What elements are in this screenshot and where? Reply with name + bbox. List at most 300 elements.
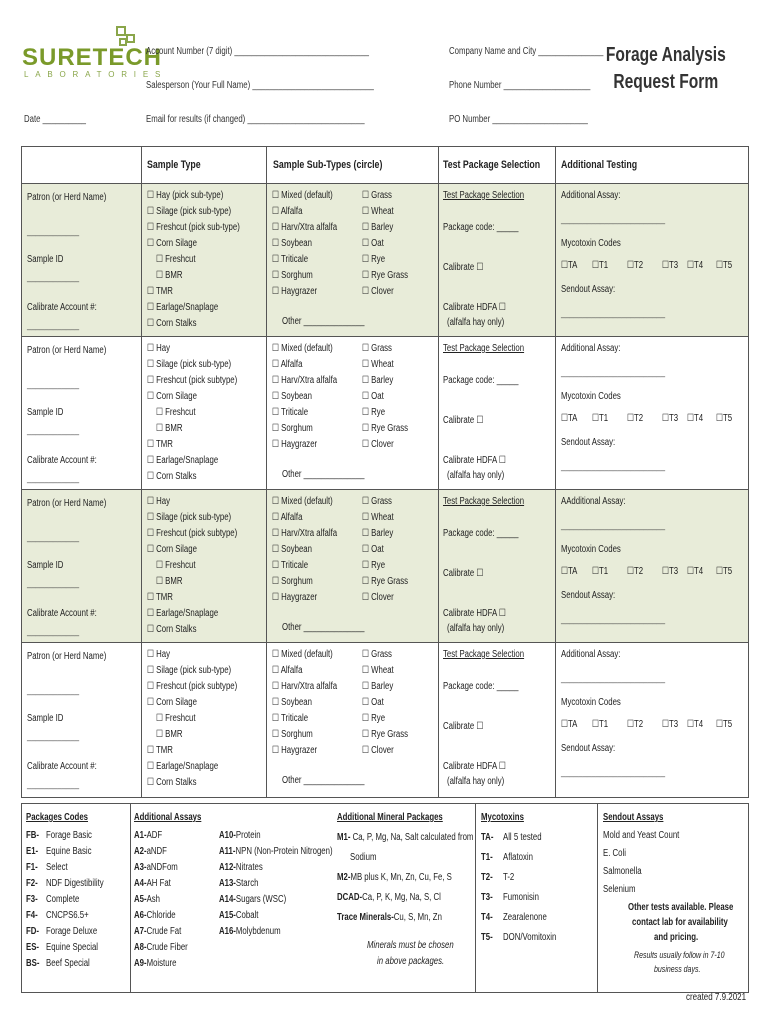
sample-row xyxy=(22,489,748,643)
package-name: Forage Deluxe xyxy=(46,926,98,937)
package-code-field[interactable]: Package code: _____ xyxy=(443,222,519,233)
calibrate-account-label: Calibrate Account #: xyxy=(27,455,97,466)
mycotoxin-code: T3- xyxy=(481,892,493,903)
other-subtype-field[interactable]: Other ______________ xyxy=(282,469,365,480)
mycotoxin-code: T2- xyxy=(481,872,493,883)
title-line-2: Request Form xyxy=(613,71,719,93)
patron-label: Patron (or Herd Name) xyxy=(27,651,107,662)
sample-type-checkbox[interactable]: ☐ BMR xyxy=(156,270,183,281)
mycotoxin-codes-label: Mycotoxin Codes xyxy=(561,391,621,402)
mycotoxin-checkbox[interactable]: ☐T1 xyxy=(592,260,609,271)
subtype-checkbox[interactable]: ☐ Alfalfa xyxy=(272,359,303,370)
sample-type-checkbox[interactable]: ☐ Freshcut xyxy=(156,407,196,418)
sample-type-checkbox[interactable]: ☐ Silage (pick sub-type) xyxy=(147,206,232,217)
additional-assay-label: Additional Assay: xyxy=(561,190,621,201)
calibrate-checkbox[interactable]: Calibrate ☐ xyxy=(443,721,484,732)
calibrate-account-blank[interactable]: ____________ xyxy=(27,626,80,637)
sample-type-checkbox[interactable]: ☐ TMR xyxy=(147,439,173,450)
subtype-checkbox[interactable]: ☐ Sorghum xyxy=(272,729,313,740)
subtype-checkbox[interactable]: ☐ Harv/Xtra alfalfa xyxy=(272,222,338,233)
test-package-link[interactable]: Test Package Selection xyxy=(443,343,525,354)
subtype-checkbox[interactable]: ☐ Mixed (default) xyxy=(272,190,333,201)
col-divider xyxy=(438,184,439,337)
mineral-m1 xyxy=(337,830,473,846)
package-code: ES- xyxy=(26,942,40,953)
mycotoxin-checkbox[interactable]: ☐T2 xyxy=(627,719,644,730)
legend-divider xyxy=(130,804,131,992)
mineral-code: DCAD- xyxy=(337,892,363,903)
subtype-checkbox[interactable]: ☐ Oat xyxy=(362,238,384,249)
sendout-assay-blank[interactable]: ________________________ xyxy=(561,461,666,472)
package-code: F4- xyxy=(26,910,38,921)
patron-label: Patron (or Herd Name) xyxy=(27,192,107,203)
subtype-checkbox[interactable]: ☐ Rye Grass xyxy=(362,729,409,740)
test-package-link[interactable]: Test Package Selection xyxy=(443,190,525,201)
calibrate-checkbox[interactable]: Calibrate ☐ xyxy=(443,262,484,273)
mycotoxin-checkbox[interactable]: ☐T4 xyxy=(687,566,704,577)
additional-assay-label: Additional Assay: xyxy=(561,343,621,354)
assay-code: A11- xyxy=(219,846,236,857)
mineral-dcad xyxy=(337,890,441,906)
mycotoxin-checkbox[interactable]: ☐T2 xyxy=(627,260,644,271)
package-code: FB- xyxy=(26,830,40,841)
subtype-checkbox[interactable]: ☐ Alfalfa xyxy=(272,665,303,676)
additional-assay-blank[interactable]: ________________________ xyxy=(561,214,666,225)
subtype-checkbox[interactable]: ☐ Harv/Xtra alfalfa xyxy=(272,375,338,386)
subtype-checkbox[interactable]: ☐ Clover xyxy=(362,745,394,756)
mineral-code: M2- xyxy=(337,872,351,883)
assay-name: Nitrates xyxy=(235,862,263,873)
sample-type-checkbox[interactable]: ☐ Freshcut (pick subtype) xyxy=(147,375,238,386)
mycotoxin-checkbox[interactable]: ☐TA xyxy=(561,413,578,424)
assay-item xyxy=(134,892,160,908)
other-tests-note: contact lab for availability xyxy=(632,917,728,928)
additional-assay-blank[interactable]: ________________________ xyxy=(561,367,666,378)
sample-type-checkbox[interactable]: ☐ Earlage/Snaplage xyxy=(147,608,219,619)
calibrate-account-label: Calibrate Account #: xyxy=(27,761,97,772)
col-divider xyxy=(555,184,556,337)
sendout-item: Salmonella xyxy=(603,866,642,877)
subtype-checkbox[interactable]: ☐ Triticale xyxy=(272,254,309,265)
col-divider xyxy=(438,643,439,796)
sample-id-label: Sample ID xyxy=(27,560,64,571)
assay-item xyxy=(219,892,286,908)
other-tests-note: and pricing. xyxy=(654,932,699,943)
alfalfa-only-note: (alfalfa hay only) xyxy=(447,623,505,634)
package-code-field[interactable]: Package code: _____ xyxy=(443,528,519,539)
sample-type-checkbox[interactable]: ☐ Hay xyxy=(147,649,171,660)
subtype-checkbox[interactable]: ☐ Rye xyxy=(362,407,386,418)
sample-type-checkbox[interactable]: ☐ Corn Silage xyxy=(147,238,197,249)
sample-type-checkbox[interactable]: ☐ Corn Stalks xyxy=(147,624,197,635)
assay-name: Sugars (WSC) xyxy=(235,894,287,905)
mycotoxin-checkbox[interactable]: ☐T5 xyxy=(716,719,733,730)
col-divider xyxy=(141,184,142,337)
assay-name: aNDFom xyxy=(146,862,178,873)
sample-id-blank[interactable]: ____________ xyxy=(27,731,80,742)
title-line-1: Forage Analysis xyxy=(606,44,726,66)
subtype-checkbox[interactable]: ☐ Barley xyxy=(362,528,394,539)
other-subtype-field[interactable]: Other ______________ xyxy=(282,622,365,633)
test-package-link[interactable]: Test Package Selection xyxy=(443,649,525,660)
assay-name: Cobalt xyxy=(235,910,259,921)
col-header-additional: Additional Testing xyxy=(561,159,638,171)
subtype-checkbox[interactable]: ☐ Rye Grass xyxy=(362,423,409,434)
mycotoxin-name: Fumonisin xyxy=(503,892,539,903)
col-divider xyxy=(266,490,267,643)
subtype-checkbox[interactable]: ☐ Rye xyxy=(362,560,386,571)
sample-type-checkbox[interactable]: ☐ Corn Stalks xyxy=(147,318,197,329)
mineral-trace xyxy=(337,910,442,926)
assay-item xyxy=(219,860,263,876)
subtype-checkbox[interactable]: ☐ Clover xyxy=(362,286,394,297)
form-title xyxy=(606,42,726,96)
calibrate-hdfa-checkbox[interactable]: Calibrate HDFA ☐ xyxy=(443,761,506,772)
sample-id-blank[interactable]: ____________ xyxy=(27,272,80,283)
assay-item xyxy=(219,844,333,860)
sample-type-checkbox[interactable]: ☐ TMR xyxy=(147,592,173,603)
sendout-assay-blank[interactable]: ________________________ xyxy=(561,614,666,625)
subtype-checkbox[interactable]: ☐ Wheat xyxy=(362,512,394,523)
sample-type-checkbox[interactable]: ☐ TMR xyxy=(147,745,173,756)
mycotoxin-name: Zearalenone xyxy=(503,912,547,923)
mycotoxin-checkbox[interactable]: ☐T3 xyxy=(662,260,679,271)
package-code-field[interactable]: Package code: _____ xyxy=(443,375,519,386)
subtype-checkbox[interactable]: ☐ Barley xyxy=(362,681,394,692)
calibrate-account-label: Calibrate Account #: xyxy=(27,302,97,313)
sample-type-checkbox[interactable]: ☐ BMR xyxy=(156,576,183,587)
col-divider xyxy=(266,337,267,490)
col-header-test-package: Test Package Selection xyxy=(443,159,541,171)
mycotoxin-checkbox[interactable]: ☐T1 xyxy=(592,413,609,424)
sendout-item: Mold and Yeast Count xyxy=(603,830,680,841)
col-divider xyxy=(555,643,556,796)
calibrate-account-blank[interactable]: ____________ xyxy=(27,320,80,331)
col-divider xyxy=(266,184,267,337)
calibrate-checkbox[interactable]: Calibrate ☐ xyxy=(443,568,484,579)
sample-type-checkbox[interactable]: ☐ Hay xyxy=(147,496,171,507)
sample-type-checkbox[interactable]: ☐ TMR xyxy=(147,286,173,297)
subtype-checkbox[interactable]: ☐ Grass xyxy=(362,496,392,507)
calibrate-hdfa-checkbox[interactable]: Calibrate HDFA ☐ xyxy=(443,608,506,619)
subtype-checkbox[interactable]: ☐ Haygrazer xyxy=(272,745,318,756)
sample-row xyxy=(22,336,748,490)
subtype-checkbox[interactable]: ☐ Wheat xyxy=(362,665,394,676)
mycotoxin-codes-label: Mycotoxin Codes xyxy=(561,544,621,555)
mycotoxin-checkbox[interactable]: ☐T1 xyxy=(592,566,609,577)
legend-divider xyxy=(475,804,476,992)
col-divider xyxy=(438,337,439,490)
salesperson-field[interactable]: Salesperson (Your Full Name) ____________________________ xyxy=(146,80,374,91)
mineral-desc: Cu, S, Mn, Zn xyxy=(393,912,442,923)
subtype-checkbox[interactable]: ☐ Clover xyxy=(362,592,394,603)
subtype-checkbox[interactable]: ☐ Haygrazer xyxy=(272,439,318,450)
patron-blank[interactable]: ____________ xyxy=(27,532,80,543)
col-divider xyxy=(438,490,439,643)
sample-type-checkbox[interactable]: ☐ Silage (pick sub-type) xyxy=(147,665,232,676)
alfalfa-only-note: (alfalfa hay only) xyxy=(447,776,505,787)
sample-id-label: Sample ID xyxy=(27,407,64,418)
sample-row xyxy=(22,183,748,337)
packages-title: Packages Codes xyxy=(26,812,89,823)
created-date: created 7.9.2021 xyxy=(685,992,746,1003)
sendout-assay-label: Sendout Assay: xyxy=(561,437,616,448)
mycotoxins-title: Mycotoxins xyxy=(481,812,524,823)
sample-type-checkbox[interactable]: ☐ Freshcut (pick sub-type) xyxy=(147,222,240,233)
col-divider xyxy=(266,643,267,796)
mycotoxin-checkbox[interactable]: ☐TA xyxy=(561,260,578,271)
mineral-m1-cont: Sodium xyxy=(350,852,377,863)
mycotoxin-codes-label: Mycotoxin Codes xyxy=(561,238,621,249)
mycotoxin-checkbox[interactable]: ☐T2 xyxy=(627,413,644,424)
assay-name: Molybdenum xyxy=(235,926,281,937)
mycotoxin-checkbox[interactable]: ☐T5 xyxy=(716,413,733,424)
subtype-checkbox[interactable]: ☐ Soybean xyxy=(272,391,312,402)
sample-type-checkbox[interactable]: ☐ Freshcut (pick subtype) xyxy=(147,681,238,692)
mycotoxin-checkbox[interactable]: ☐T4 xyxy=(687,260,704,271)
subtype-checkbox[interactable]: ☐ Haygrazer xyxy=(272,592,318,603)
mycotoxin-name: DON/Vomitoxin xyxy=(503,932,557,943)
subtype-checkbox[interactable]: ☐ Haygrazer xyxy=(272,286,318,297)
assay-name: Chloride xyxy=(146,910,176,921)
mineral-code: M1- xyxy=(337,832,351,843)
mycotoxin-checkbox[interactable]: ☐T3 xyxy=(662,413,679,424)
sample-type-checkbox[interactable]: ☐ Earlage/Snaplage xyxy=(147,302,219,313)
mycotoxin-checkbox[interactable]: ☐T3 xyxy=(662,719,679,730)
package-code: E1- xyxy=(26,846,39,857)
subtype-checkbox[interactable]: ☐ Soybean xyxy=(272,238,312,249)
subtype-checkbox[interactable]: ☐ Sorghum xyxy=(272,576,313,587)
account-number-field[interactable]: Account Number (7 digit) _______________________________ xyxy=(146,46,369,57)
col-header-sub-types: Sample Sub-Types (circle) xyxy=(273,159,383,171)
assay-code: A12- xyxy=(219,862,236,873)
sample-type-checkbox[interactable]: ☐ Corn Silage xyxy=(147,391,197,402)
sample-type-checkbox[interactable]: ☐ Corn Silage xyxy=(147,697,197,708)
col-header-sample-type: Sample Type xyxy=(147,159,201,171)
other-subtype-field[interactable]: Other ______________ xyxy=(282,775,365,786)
sample-id-blank[interactable]: ____________ xyxy=(27,425,80,436)
assay-item xyxy=(219,828,261,844)
mycotoxin-checkbox[interactable]: ☐T3 xyxy=(662,566,679,577)
package-code: F1- xyxy=(26,862,38,873)
calibrate-account-blank[interactable]: ____________ xyxy=(27,473,80,484)
assay-code: A14- xyxy=(219,894,236,905)
package-name: NDF Digestibility xyxy=(46,878,104,889)
company-name-field[interactable]: Company Name and City _______________ xyxy=(449,46,604,57)
assay-code: A1- xyxy=(134,830,147,841)
assay-item xyxy=(134,940,188,956)
subtype-checkbox[interactable]: ☐ Grass xyxy=(362,343,392,354)
sample-type-checkbox[interactable]: ☐ BMR xyxy=(156,423,183,434)
assay-code: A5- xyxy=(134,894,147,905)
subtype-checkbox[interactable]: ☐ Grass xyxy=(362,649,392,660)
mineral-desc: Ca, P, K, Mg, Na, S, Cl xyxy=(362,892,441,903)
col-divider xyxy=(141,643,142,796)
mycotoxin-name: Aflatoxin xyxy=(503,852,533,863)
email-field[interactable]: Email for results (if changed) ___________________________ xyxy=(146,114,365,125)
subtype-checkbox[interactable]: ☐ Soybean xyxy=(272,697,312,708)
sample-type-checkbox[interactable]: ☐ Freshcut (pick subtype) xyxy=(147,528,238,539)
calibrate-hdfa-checkbox[interactable]: Calibrate HDFA ☐ xyxy=(443,302,506,313)
mycotoxin-code: T4- xyxy=(481,912,493,923)
subtype-checkbox[interactable]: ☐ Oat xyxy=(362,544,384,555)
sendout-assay-label: Sendout Assay: xyxy=(561,743,616,754)
test-package-link[interactable]: Test Package Selection xyxy=(443,496,525,507)
calibrate-hdfa-checkbox[interactable]: Calibrate HDFA ☐ xyxy=(443,455,506,466)
mycotoxin-code: TA- xyxy=(481,832,494,843)
subtype-checkbox[interactable]: ☐ Grass xyxy=(362,190,392,201)
package-name: Select xyxy=(46,862,68,873)
sample-type-checkbox[interactable]: ☐ Silage (pick sub-type) xyxy=(147,359,232,370)
subtype-checkbox[interactable]: ☐ Soybean xyxy=(272,544,312,555)
subtype-checkbox[interactable]: ☐ Barley xyxy=(362,222,394,233)
subtype-checkbox[interactable]: ☐ Harv/Xtra alfalfa xyxy=(272,528,338,539)
col-divider xyxy=(555,337,556,490)
mycotoxin-checkbox[interactable]: ☐T5 xyxy=(716,566,733,577)
subtype-checkbox[interactable]: ☐ Rye xyxy=(362,254,386,265)
mycotoxin-checkbox[interactable]: ☐T1 xyxy=(592,719,609,730)
sample-table xyxy=(21,146,749,798)
mycotoxin-code: T1- xyxy=(481,852,493,863)
mycotoxin-checkbox[interactable]: ☐T2 xyxy=(627,566,644,577)
mycotoxin-checkbox[interactable]: ☐T4 xyxy=(687,719,704,730)
assay-name: aNDF xyxy=(146,846,167,857)
subtype-checkbox[interactable]: ☐ Clover xyxy=(362,439,394,450)
patron-blank[interactable]: ____________ xyxy=(27,379,80,390)
subtype-checkbox[interactable]: ☐ Oat xyxy=(362,697,384,708)
assay-name: Crude Fat xyxy=(146,926,182,937)
sendout-assay-blank[interactable]: ________________________ xyxy=(561,767,666,778)
date-field[interactable]: Date __________ xyxy=(24,114,87,125)
package-name: Equine Special xyxy=(46,942,99,953)
subtype-checkbox[interactable]: ☐ Sorghum xyxy=(272,270,313,281)
assay-code: A8- xyxy=(134,942,147,953)
logo-subtitle: LABORATORIES xyxy=(24,70,168,79)
patron-blank[interactable]: ____________ xyxy=(27,685,80,696)
sendout-assay-label: Sendout Assay: xyxy=(561,590,616,601)
subtype-checkbox[interactable]: ☐ Mixed (default) xyxy=(272,649,333,660)
sendout-item: Selenium xyxy=(603,884,636,895)
additional-assay-label: AAdditional Assay: xyxy=(561,496,626,507)
other-subtype-field[interactable]: Other ______________ xyxy=(282,316,365,327)
subtype-checkbox[interactable]: ☐ Alfalfa xyxy=(272,206,303,217)
assay-item xyxy=(134,860,178,876)
assay-code: A7- xyxy=(134,926,147,937)
sample-type-checkbox[interactable]: ☐ Silage (pick sub-type) xyxy=(147,512,232,523)
assay-name: Ash xyxy=(146,894,161,905)
mineral-m2 xyxy=(337,870,452,886)
patron-blank[interactable]: ____________ xyxy=(27,226,80,237)
mineral-desc: Ca, P, Mg, Na, Salt calculated from xyxy=(352,832,474,843)
assay-item xyxy=(219,924,281,940)
subtype-checkbox[interactable]: ☐ Mixed (default) xyxy=(272,343,333,354)
sample-type-checkbox[interactable]: ☐ Corn Silage xyxy=(147,544,197,555)
mycotoxin-code: T5- xyxy=(481,932,493,943)
assay-code: A9- xyxy=(134,958,147,969)
minerals-note: Minerals must be chosen xyxy=(367,940,454,951)
mycotoxin-checkbox[interactable]: ☐TA xyxy=(561,719,578,730)
mycotoxin-checkbox[interactable]: ☐T5 xyxy=(716,260,733,271)
sample-type-checkbox[interactable]: ☐ Hay xyxy=(147,343,171,354)
sample-type-checkbox[interactable]: ☐ Corn Stalks xyxy=(147,777,197,788)
assay-code: A15- xyxy=(219,910,236,921)
assay-code: A4- xyxy=(134,878,147,889)
other-tests-note: Other tests available. Please xyxy=(628,902,734,913)
mycotoxin-name: All 5 tested xyxy=(503,832,542,843)
subtype-checkbox[interactable]: ☐ Triticale xyxy=(272,713,309,724)
package-name: Equine Basic xyxy=(46,846,92,857)
package-name: CNCPS6.5+ xyxy=(46,910,89,921)
sample-id-label: Sample ID xyxy=(27,713,64,724)
patron-label: Patron (or Herd Name) xyxy=(27,498,107,509)
sample-id-blank[interactable]: ____________ xyxy=(27,578,80,589)
subtype-checkbox[interactable]: ☐ Mixed (default) xyxy=(272,496,333,507)
package-name: Beef Special xyxy=(46,958,90,969)
sample-type-checkbox[interactable]: ☐ Hay (pick sub-type) xyxy=(147,190,224,201)
additional-assay-blank[interactable]: ________________________ xyxy=(561,520,666,531)
package-code: F3- xyxy=(26,894,38,905)
alfalfa-only-note: (alfalfa hay only) xyxy=(447,317,505,328)
package-name: Forage Basic xyxy=(46,830,92,841)
po-number-field[interactable]: PO Number ______________________ xyxy=(449,114,588,125)
sample-type-checkbox[interactable]: ☐ Corn Stalks xyxy=(147,471,197,482)
sample-type-checkbox[interactable]: ☐ BMR xyxy=(156,729,183,740)
assay-item xyxy=(219,876,258,892)
subtype-checkbox[interactable]: ☐ Harv/Xtra alfalfa xyxy=(272,681,338,692)
sample-type-checkbox[interactable]: ☐ Earlage/Snaplage xyxy=(147,761,219,772)
sample-type-checkbox[interactable]: ☐ Freshcut xyxy=(156,254,196,265)
subtype-checkbox[interactable]: ☐ Barley xyxy=(362,375,394,386)
assay-name: Crude Fiber xyxy=(146,942,188,953)
sample-type-checkbox[interactable]: ☐ Freshcut xyxy=(156,713,196,724)
subtype-checkbox[interactable]: ☐ Rye xyxy=(362,713,386,724)
package-code: BS- xyxy=(26,958,40,969)
results-note: Results usually follow in 7-10 xyxy=(634,950,725,960)
subtype-checkbox[interactable]: ☐ Alfalfa xyxy=(272,512,303,523)
mycotoxin-checkbox[interactable]: ☐TA xyxy=(561,566,578,577)
minerals-note: in above packages. xyxy=(377,956,445,967)
assay-item xyxy=(134,844,167,860)
additional-assay-blank[interactable]: ________________________ xyxy=(561,673,666,684)
sendout-assay-blank[interactable]: ________________________ xyxy=(561,308,666,319)
subtype-checkbox[interactable]: ☐ Wheat xyxy=(362,206,394,217)
calibrate-checkbox[interactable]: Calibrate ☐ xyxy=(443,415,484,426)
assay-code: A3- xyxy=(134,862,147,873)
subtype-checkbox[interactable]: ☐ Oat xyxy=(362,391,384,402)
assay-item xyxy=(134,924,181,940)
subtype-checkbox[interactable]: ☐ Rye Grass xyxy=(362,270,409,281)
package-code-field[interactable]: Package code: _____ xyxy=(443,681,519,692)
logo-wordmark: SURETECH xyxy=(22,44,163,71)
col-divider xyxy=(555,490,556,643)
assay-item xyxy=(134,876,171,892)
subtype-checkbox[interactable]: ☐ Triticale xyxy=(272,560,309,571)
phone-field[interactable]: Phone Number ____________________ xyxy=(449,80,591,91)
package-name: Complete xyxy=(46,894,80,905)
sample-type-checkbox[interactable]: ☐ Earlage/Snaplage xyxy=(147,455,219,466)
results-note: business days. xyxy=(654,964,701,974)
sample-type-checkbox[interactable]: ☐ Freshcut xyxy=(156,560,196,571)
mycotoxin-name: T-2 xyxy=(503,872,515,883)
calibrate-account-blank[interactable]: ____________ xyxy=(27,779,80,790)
mineral-desc: MB plus K, Mn, Zn, Cu, Fe, S xyxy=(350,872,452,883)
subtype-checkbox[interactable]: ☐ Wheat xyxy=(362,359,394,370)
logo-squares-icon xyxy=(116,26,138,48)
mycotoxin-checkbox[interactable]: ☐T4 xyxy=(687,413,704,424)
subtype-checkbox[interactable]: ☐ Rye Grass xyxy=(362,576,409,587)
subtype-checkbox[interactable]: ☐ Triticale xyxy=(272,407,309,418)
subtype-checkbox[interactable]: ☐ Sorghum xyxy=(272,423,313,434)
